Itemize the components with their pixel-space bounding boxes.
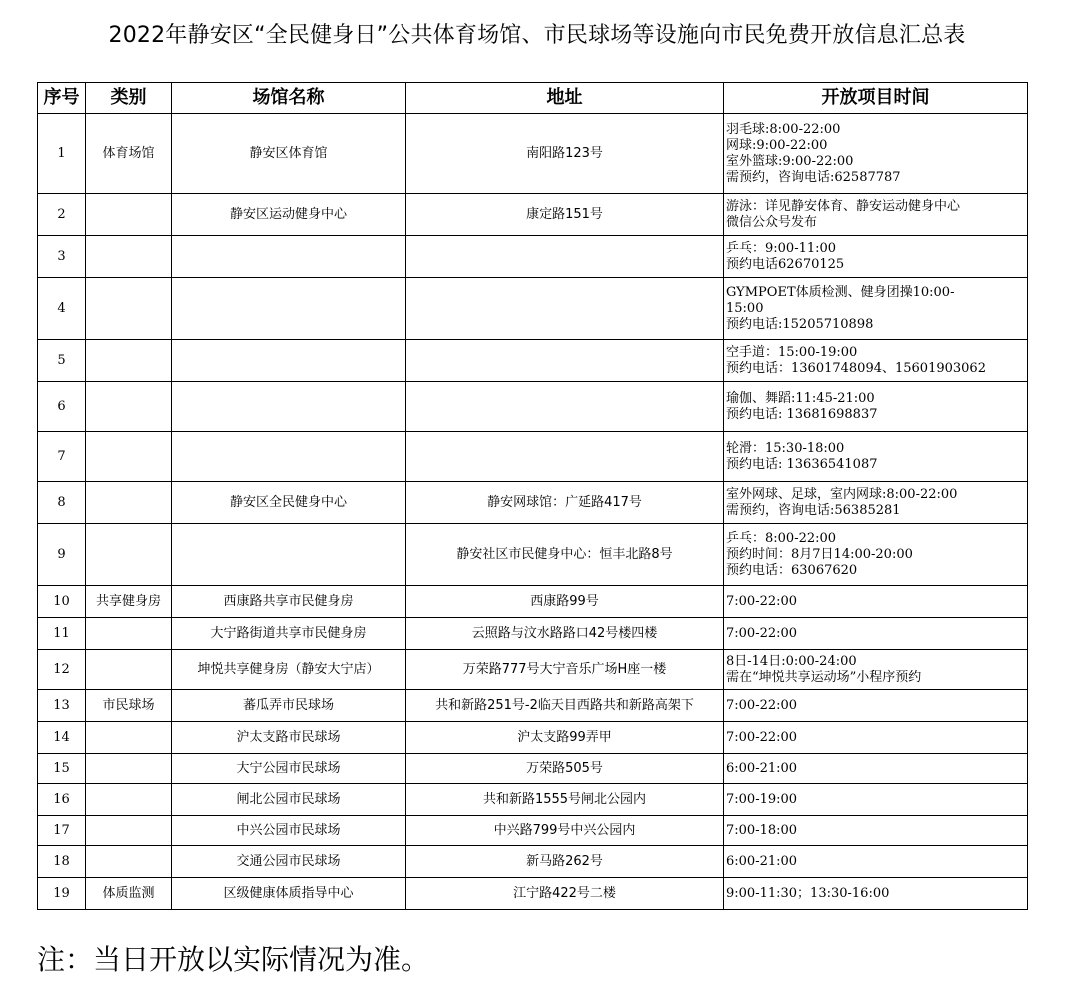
cell-times: 室外网球、足球，室内网球:8:00-22:00 需预约，咨询电话:56385281 [724,482,1028,524]
cell-times: 7:00-22:00 [724,690,1028,722]
cell-times: 7:00-22:00 [724,618,1028,650]
table-row [38,784,1028,816]
cell-address [406,382,724,432]
cell-seq: 15 [38,754,86,784]
cell-venue [172,524,406,586]
cell-seq: 19 [38,878,86,910]
cell-times: 7:00-18:00 [724,816,1028,846]
cell-seq: 9 [38,524,86,586]
cell-category: 体育场馆 [86,114,172,194]
cell-seq: 11 [38,618,86,650]
cell-venue [172,432,406,482]
cell-seq: 14 [38,722,86,754]
facility-table [37,82,1028,910]
cell-venue: 坤悦共享健身房（静安大宁店） [172,650,406,690]
cell-seq: 2 [38,194,86,236]
cell-address: 静安社区市民健身中心：恒丰北路8号 [406,524,724,586]
cell-category [86,754,172,784]
cell-venue [172,340,406,382]
cell-address [406,432,724,482]
cell-venue: 沪太支路市民球场 [172,722,406,754]
cell-address: 万荣路777号大宁音乐广场H座一楼 [406,650,724,690]
table-row [38,278,1028,340]
cell-category [86,278,172,340]
cell-seq: 8 [38,482,86,524]
cell-times: 8日-14日:0:00-24:00 需在“坤悦共享运动场”小程序预约 [724,650,1028,690]
table-row [38,482,1028,524]
cell-address: 共和新路1555号闸北公园内 [406,784,724,816]
cell-seq: 6 [38,382,86,432]
cell-category: 市民球场 [86,690,172,722]
cell-times: 轮滑：15:30-18:00 预约电话: 13636541087 [724,432,1028,482]
cell-seq: 12 [38,650,86,690]
cell-address: 云照路与汶水路路口42号楼四楼 [406,618,724,650]
cell-address: 万荣路505号 [406,754,724,784]
footnote: 注：当日开放以实际情况为准。 [37,943,430,976]
table-row [38,524,1028,586]
cell-times: 6:00-21:00 [724,846,1028,878]
cell-address: 南阳路123号 [406,114,724,194]
cell-venue: 中兴公园市民球场 [172,816,406,846]
cell-venue: 蕃瓜弄市民球场 [172,690,406,722]
table-row [38,236,1028,278]
table-row [38,382,1028,432]
header-category: 类别 [86,83,172,114]
cell-seq: 17 [38,816,86,846]
cell-times: 羽毛球:8:00-22:00 网球:9:00-22:00 室外篮球:9:00-22:00 需预约，咨询电话:62587787 [724,114,1028,194]
cell-address [406,340,724,382]
cell-times: 乒乓：9:00-11:00 预约电话62670125 [724,236,1028,278]
cell-address: 康定路151号 [406,194,724,236]
header-times: 开放项目时间 [724,83,1028,114]
cell-times: GYMPOET体质检测、健身团操10:00- 15:00 预约电话:15205710898 [724,278,1028,340]
cell-category: 体质监测 [86,878,172,910]
cell-venue: 区级健康体质指导中心 [172,878,406,910]
table-row [38,816,1028,846]
page-title: 2022年静安区“全民健身日”公共体育场馆、市民球场等设施向市民免费开放信息汇总表 [108,23,966,48]
cell-category [86,650,172,690]
cell-times: 6:00-21:00 [724,754,1028,784]
cell-times: 游泳：详见静安体育、静安运动健身中心 微信公众号发布 [724,194,1028,236]
header-seq: 序号 [38,83,86,114]
table-row [38,846,1028,878]
cell-seq: 4 [38,278,86,340]
cell-category [86,722,172,754]
cell-category [86,340,172,382]
cell-category [86,432,172,482]
cell-venue: 西康路共享市民健身房 [172,586,406,618]
cell-address: 共和新路251号-2临天目西路共和新路高架下 [406,690,724,722]
table-row [38,878,1028,910]
cell-address: 中兴路799号中兴公园内 [406,816,724,846]
cell-venue [172,382,406,432]
cell-category [86,524,172,586]
cell-seq: 10 [38,586,86,618]
cell-venue [172,278,406,340]
header-address: 地址 [406,83,724,114]
table-row [38,194,1028,236]
cell-address [406,236,724,278]
cell-venue [172,236,406,278]
cell-address: 西康路99号 [406,586,724,618]
table-row [38,340,1028,382]
table-row [38,586,1028,618]
cell-times: 7:00-22:00 [724,722,1028,754]
table-row [38,722,1028,754]
header-venue: 场馆名称 [172,83,406,114]
cell-seq: 13 [38,690,86,722]
cell-category [86,194,172,236]
cell-seq: 1 [38,114,86,194]
cell-venue: 静安区运动健身中心 [172,194,406,236]
cell-seq: 7 [38,432,86,482]
table-row [38,618,1028,650]
cell-times: 9:00-11:30；13:30-16:00 [724,878,1028,910]
cell-seq: 16 [38,784,86,816]
cell-venue: 大宁路街道共享市民健身房 [172,618,406,650]
cell-category [86,382,172,432]
cell-venue: 大宁公园市民球场 [172,754,406,784]
cell-seq: 18 [38,846,86,878]
table-row [38,432,1028,482]
cell-times: 7:00-22:00 [724,586,1028,618]
cell-category [86,846,172,878]
cell-address: 江宁路422号二楼 [406,878,724,910]
cell-seq: 3 [38,236,86,278]
cell-times: 空手道：15:00-19:00 预约电话：13601748094、15601903062 [724,340,1028,382]
cell-category: 共享健身房 [86,586,172,618]
cell-address: 沪太支路99弄甲 [406,722,724,754]
table-row [38,690,1028,722]
cell-venue: 交通公园市民球场 [172,846,406,878]
cell-category [86,816,172,846]
cell-times: 乒乓：8:00-22:00 预约时间：8月7日14:00-20:00 预约电话：63067620 [724,524,1028,586]
cell-category [86,482,172,524]
cell-times: 7:00-19:00 [724,784,1028,816]
cell-venue: 静安区全民健身中心 [172,482,406,524]
table-row [38,650,1028,690]
cell-venue: 静安区体育馆 [172,114,406,194]
cell-venue: 闸北公园市民球场 [172,784,406,816]
cell-address [406,278,724,340]
cell-seq: 5 [38,340,86,382]
cell-address: 静安网球馆：广延路417号 [406,482,724,524]
table-row [38,114,1028,194]
cell-address: 新马路262号 [406,846,724,878]
cell-category [86,618,172,650]
table-header-row [38,83,1028,114]
table-body [38,114,1028,910]
cell-category [86,784,172,816]
table-row [38,754,1028,784]
cell-times: 瑜伽、舞蹈:11:45-21:00 预约电话: 13681698837 [724,382,1028,432]
cell-category [86,236,172,278]
